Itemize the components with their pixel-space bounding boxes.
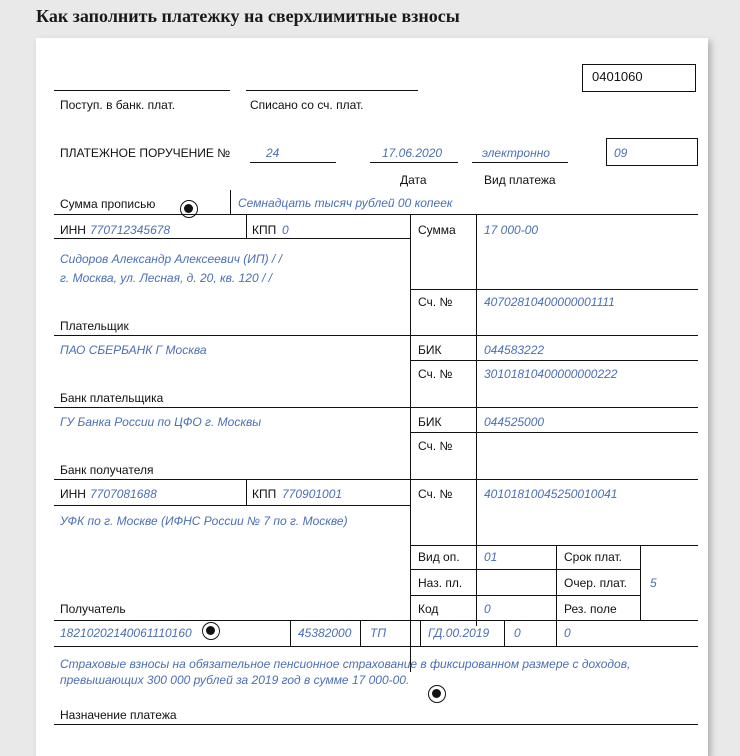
divider — [640, 545, 641, 620]
payment-type: электронно — [482, 146, 550, 160]
sum-words: Семнадцать тысяч рублей 00 копеек — [238, 196, 453, 210]
payer-account-label: Сч. № — [418, 295, 453, 309]
divider — [410, 214, 411, 672]
divider — [360, 620, 361, 646]
form-code: 0401060 — [592, 69, 643, 84]
postup-label: Поступ. в банк. плат. — [60, 98, 176, 112]
ocher-label: Очер. плат. — [564, 576, 628, 590]
divider — [290, 620, 291, 646]
payer-bank-corr: 30101810400000000222 — [484, 367, 618, 381]
divider — [410, 289, 698, 290]
marker-icon — [180, 200, 198, 218]
doc-date: 0 — [564, 626, 571, 640]
payer-bank-bik: 044583222 — [484, 343, 545, 357]
recipient-kpp: 770901001 — [282, 487, 343, 501]
inn-label: ИНН — [60, 223, 86, 237]
divider — [410, 545, 698, 546]
recipient-bank-label: Банк получателя — [60, 463, 154, 477]
recipient-bank-bik-label: БИК — [418, 415, 442, 429]
sum-label: Сумма — [418, 223, 456, 237]
purpose-line-2: превышающих 300 000 рублей за 2019 год в сумме 17 000-00. — [60, 673, 410, 687]
order-date: 17.06.2020 — [382, 146, 443, 160]
divider — [410, 569, 640, 570]
divider — [54, 238, 410, 239]
order-number-line — [250, 162, 336, 163]
payer-bank-label: Банк плательщика — [60, 391, 164, 405]
divider — [54, 620, 698, 621]
recipient-bank: ГУ Банка России по ЦФО г. Москвы — [60, 415, 262, 429]
order-label: ПЛАТЕЖНОЕ ПОРУЧЕНИЕ № — [60, 146, 231, 160]
vid-op-label: Вид оп. — [418, 550, 460, 564]
divider — [420, 620, 421, 646]
divider — [246, 479, 247, 505]
order-number: 24 — [266, 146, 280, 160]
purpose-label: Назначение платежа — [60, 708, 177, 722]
divider — [54, 335, 698, 336]
basis: ТП — [370, 626, 387, 640]
purpose-line-1: Страховые взносы на обязательное пенсионное страхование в фиксированном размере с доходов, — [60, 657, 631, 671]
recipient-account-label: Сч. № — [418, 487, 453, 501]
recipient-kpp-label: КПП — [252, 487, 277, 501]
payer-bank-corr-label: Сч. № — [418, 367, 453, 381]
ochered-value: 5 — [650, 576, 657, 590]
spisano-label: Списано со сч. плат. — [250, 98, 364, 112]
date-line — [370, 162, 458, 163]
rez-pole-label: Рез. поле — [564, 602, 617, 616]
oktmo: 45382000 — [298, 626, 352, 640]
payment-type-label: Вид платежа — [484, 173, 556, 187]
kod-value: 0 — [484, 602, 491, 616]
recipient-bank-bik: 044525000 — [484, 415, 545, 429]
divider — [54, 214, 698, 215]
marker-icon — [428, 685, 446, 703]
spisano-line — [246, 90, 418, 91]
naz-pl-label: Наз. пл. — [418, 576, 463, 590]
payment-type-line — [472, 162, 568, 163]
divider — [556, 620, 557, 646]
date-label: Дата — [400, 173, 427, 187]
divider — [410, 595, 640, 596]
divider — [54, 724, 698, 725]
payer-account: 40702810400000001111 — [484, 295, 615, 309]
divider — [54, 505, 410, 506]
recipient-label: Получатель — [60, 602, 126, 616]
divider — [54, 479, 698, 480]
srok-label: Срок плат. — [564, 550, 623, 564]
recipient-name: УФК по г. Москве (ИФНС России № 7 по г. Москве) — [60, 514, 348, 528]
sum-value: 17 000-00 — [484, 223, 539, 237]
divider — [410, 432, 698, 433]
payer-name-1: Сидоров Александр Алексеевич (ИП) / / — [60, 252, 282, 266]
payer-inn: 770712345678 — [90, 223, 171, 237]
status-code: 09 — [614, 146, 628, 160]
payer-bank: ПАО СБЕРБАНК Г Москва — [60, 343, 207, 357]
divider — [556, 545, 557, 620]
postup-line — [54, 90, 230, 91]
divider — [246, 214, 247, 238]
recipient-inn: 7707081688 — [90, 487, 157, 501]
payer-bank-bik-label: БИК — [418, 343, 442, 357]
payment-order-form — [36, 38, 708, 756]
vid-op-value: 01 — [484, 550, 498, 564]
recipient-inn-label: ИНН — [60, 487, 86, 501]
divider — [230, 190, 231, 214]
divider — [410, 360, 698, 361]
divider — [54, 646, 698, 647]
kbk: 18210202140061110160 — [60, 626, 192, 640]
kod-label: Код — [418, 602, 439, 616]
divider — [54, 407, 698, 408]
divider — [476, 214, 477, 626]
sum-words-label: Сумма прописью — [60, 197, 156, 211]
doc-number: 0 — [514, 626, 521, 640]
payer-name-2: г. Москва, ул. Лесная, д. 20, кв. 120 / / — [60, 271, 272, 285]
divider — [504, 620, 505, 646]
recipient-account: 40101810045250010041 — [484, 487, 618, 501]
recipient-bank-corr-label: Сч. № — [418, 439, 453, 453]
period: ГД.00.2019 — [428, 626, 490, 640]
payer-kpp: 0 — [282, 223, 289, 237]
page-title: Как заполнить платежку на сверхлимитные взносы — [36, 6, 460, 26]
kpp-label: КПП — [252, 223, 277, 237]
payer-label: Плательщик — [60, 319, 129, 333]
marker-icon — [202, 622, 220, 640]
